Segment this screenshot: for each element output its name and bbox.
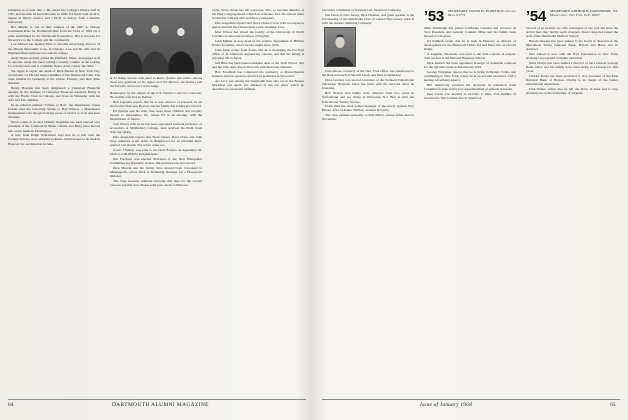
paragraph: Jim Forrestal was elected chairman of the New Hampshire Committee for Voluntary Action. Jim practices law in Concord.: [110, 156, 202, 166]
right-page-number: 65: [610, 402, 616, 408]
paragraph: Bankruptcy by the judges of the U.S. District Court for Colorado. He and his wife live in Denver.: [110, 91, 202, 100]
paragraph: Bill Armstrong received his doctorate in education from Columbia in June and is now superintendent of schools in Keene.: [424, 83, 516, 92]
paragraph: Jim Bliss has been named assistant dean of the Tuck School. Jim and his wife, Ann, live in Norwich with their four children.: [212, 60, 304, 69]
paragraph: Jack Doney tells us he has been appointed assistant professor of economics at Middlebury College. Jack received his Ph.D. from Yale last spring.: [110, 121, 202, 135]
left-page-column-2: [110, 8, 202, 396]
paragraph: George Whittaker reports that he is living in Darien, Conn., and commuting to New York, where he is an account executive with a leading advertising agency.: [424, 69, 516, 83]
paragraph: In an editorial entitled "Tribute to Bob," the Manchester Union Leader paid the following tribute to Bob Wilson, a Manchester businessman who has given many years of service to local and state charities.: [8, 103, 100, 120]
paragraph: Dave Lindsey was elected president of the Vermont Educational Television Network. Dave has been with the network since its founding.: [322, 78, 414, 91]
paragraph: The class extends sympathy to Don Miller, whose father died in November.: [322, 113, 414, 122]
paragraph: Charles Peters has been promoted to vice president of the First National Bank of Boston. Charlie is in charge of the bank's international department.: [526, 74, 618, 87]
paragraph: executive committee of National Life Insurance Company.: [322, 8, 402, 12]
portrait-photo: [324, 27, 356, 67]
paragraph: Andy Dolan recently joined the Pittsfield, Mass., newspaper staff as reporter. Andy has been writing a weekly column on ski touring for several years and is a familiar figure at the county ski clubs.: [8, 55, 100, 68]
right-footer-rule: [322, 399, 620, 400]
left-page-number: 64: [8, 402, 14, 408]
left-page-column-1: [8, 8, 100, 396]
paragraph: Art Lacy was among the Dartmouth men who ran in the Boston Marathon last April. Art finished in the top third, which he describes as a personal triumph.: [212, 78, 304, 91]
paragraph: Ed Kimball writes that he is back in Hanover as director of development for the Hitchcock Clinic. Ed and Mary live on Occom Ridge.: [424, 39, 516, 52]
paragraph: Bob Nelson and family have returned from two years in Switzerland and are living in Princeton, N.J. Bob is with the Educational Testing Service.: [322, 91, 414, 104]
paragraph: Dick Maroni and his family have moved from Cleveland to Minneapolis, where Dick is marketing manager for a Honeywell division.: [110, 165, 202, 179]
paragraph: Henry Bawden has been designated a Chartered Financial Analyst by the Institute of Chartered Financial Analysts. Henry is with the Harris Trust in Chicago and lives in Winnetka with his wife and four children.: [8, 85, 100, 103]
class-year-53: ’53: [424, 8, 444, 25]
paragraph: Ed Weston and his wife, Sue, have three children and recently moved to Alexandria, Va., where Ed is an attorney with the Department of Justice.: [110, 108, 202, 122]
paragraph: A note from Ralph Winchester says that he is still with the Foreign Service, now assigned to Rome. Ralph hopes to be back in Hanover for our Reunion in June.: [8, 133, 100, 146]
paragraph: Max Wilson has joined the faculty of the University of North Carolina as associate professor of English.: [212, 29, 304, 39]
paragraph: The class treasurer reminds everyone that dues for the current year are payable now. Please send your check to Hanover.: [110, 178, 202, 188]
paragraph: Paul Curtis was married in October to Miss Joan Phillips of Greenwich. The Curtises live in Stamford.: [424, 91, 516, 101]
photo-caption: A '51 skiing reunion took place in Rossi, Quebec last winter. Among those who gathered on the slopes were the Burtons, the Kaisers and the Farrells, shown here at the lodge.: [110, 76, 202, 88]
paragraph: Dave Phelps has been named a director of the Lebanon Savings Bank. Dave and his family have been living in Lebanon for five years.: [526, 61, 618, 74]
class-year-54: ’54: [526, 8, 546, 25]
paragraph: We regret to report the death of Dick Barnes in New York City on October 14. He had been a member of the Wentworth Club. The class extends its sympathy to his widow, Eleanor, and their three children.: [8, 68, 100, 86]
left-footer-rule: [8, 399, 306, 400]
paragraph: A daughter, Elizabeth, was born to the Tom Carrolls in August. Tom teaches at the Harvard Business School.: [424, 52, 516, 61]
paragraph: Several of us recently are only colleagues of one year but since the arrival here they hardly seem strangers. Ross Clapp has joined the staff of the Dartmouth Medical School.: [526, 26, 618, 39]
class-secretary-53: SECRETARY, DAVID W. FLORENCE, Lincoln, Mass. 01773: [448, 9, 516, 18]
left-page-column-3: [212, 8, 304, 396]
paragraph: John Moore, formerly of the New York office, has transferred to the Boston branch of Merrill Lynch and lives in Wellesley.: [322, 69, 414, 78]
class-heading-54: [526, 8, 618, 24]
paragraph: Mike Wadsleigh has joined California Canners and Growers as Vice President and General Counsel. Mike and his family have moved to Lafayette.: [424, 26, 516, 39]
paragraph: John Mahler is now head of the science department at Phillips Exeter Academy, where he has taught since 1956.: [212, 38, 304, 48]
right-page-column-2: [424, 8, 516, 396]
issue-date: Issue of January 1968: [420, 402, 472, 408]
right-page-column-1: [322, 8, 414, 396]
paragraph: A son, Thomas, was born to the Chris Eichers on September 30. Chris is with IBM in Poughkeepsie.: [110, 148, 202, 157]
paragraph: Don Abbott is now with the Ford Foundation in New York, working on programs in higher education.: [526, 52, 618, 61]
paragraph: Bob Friedman has completed his residency at Massachusetts General and has opened a practice in pediatrics in Worcester.: [212, 69, 304, 78]
paragraph: Librarian as of next July 1. He joined the College's library staff in 1951 and became its head librarian in 1960. Ed holds both an M.S. degree in library science and a Ph.D. in history from Columbia University.: [8, 8, 100, 25]
class-secretary-54: SECRETARY, ARTHUR B. DAVENPORT, 151 Madison Ave., New York, N.Y. 10017: [550, 9, 618, 18]
paragraph: Pete Augustine reports that Steve Chase is now with Goodyear in Akron and that the Chases have a new daughter, Lisa.: [212, 21, 304, 30]
paragraph: Jim Ferris of New Jersey, Dick Haskins, was guest speaker at the fall meeting of the Dartmouth Club of Central New Jersey. Dick is with the Atlantic Refining Company.: [322, 12, 414, 26]
paragraph: Chris, Percy Stone has left LaCrosse, Wis., to become minister of the First Congregational Church in Kokomo, Ind. He arrived there in October with his wife and three youngsters.: [212, 8, 304, 21]
paragraph: Fred Winter writes that he left the Navy in June and is now studying law at the University of Virginia.: [526, 87, 618, 96]
paragraph: Lou Stinson has headed West to become advertising director of the Illinois Mercantile Corp. in Chicago. Lou and his wife live in Highland Park and have two sons in college.: [8, 42, 100, 55]
paragraph: John Irwin writes from Tokyo that he is managing the Far East office of an American engineering concern, and that his family is enjoying life in Japan.: [212, 47, 304, 61]
paragraph: Bob Lapointe reports that he is now director of research for an electronics firm near Boston, and the family has settled in Concord.: [110, 99, 202, 109]
right-page-column-3: [526, 8, 618, 396]
paragraph: Dick Russell has been appointed manager of industrial relations for the Sylvania plant in Manchester, N.H.: [424, 61, 516, 70]
paragraph: Word comes to us that Charles Ziegenfus has been elected vice president of the Connecticut Bank. Charlie and Betty have moved into a new home in Farmington.: [8, 120, 100, 133]
class-heading-53: [424, 8, 516, 24]
publication-title: DARTMOUTH ALUMNI MAGAZINE: [112, 402, 209, 408]
left-page: [8, 8, 306, 396]
paragraph: Hal Skinner is one of nine winners of the 1967 A. Nelson Gansmann Prize for Dartmouth Men from the Class of 1929 on, a prize established by the Dartmouth Foundation. Hal is honored for his service to the College and the community.: [8, 25, 100, 42]
paragraph: Frank Hall has been named manager of the newly opened New Haven office of Paine, Webber, Jackson & Curtis.: [322, 104, 414, 113]
paragraph: Harold Stevens has been named to the board of directors of the Merrimack Valley National Bank. Harold and Betsy live in Andover.: [526, 39, 618, 52]
group-photo: [110, 8, 202, 74]
right-page: [322, 8, 620, 396]
paragraph: Pete Augustine reports that Steve Chase, Dave Orton and John Gray gathered at his home in Ridgewood for an informal mini-reunion last month. The wives came too.: [110, 134, 202, 148]
